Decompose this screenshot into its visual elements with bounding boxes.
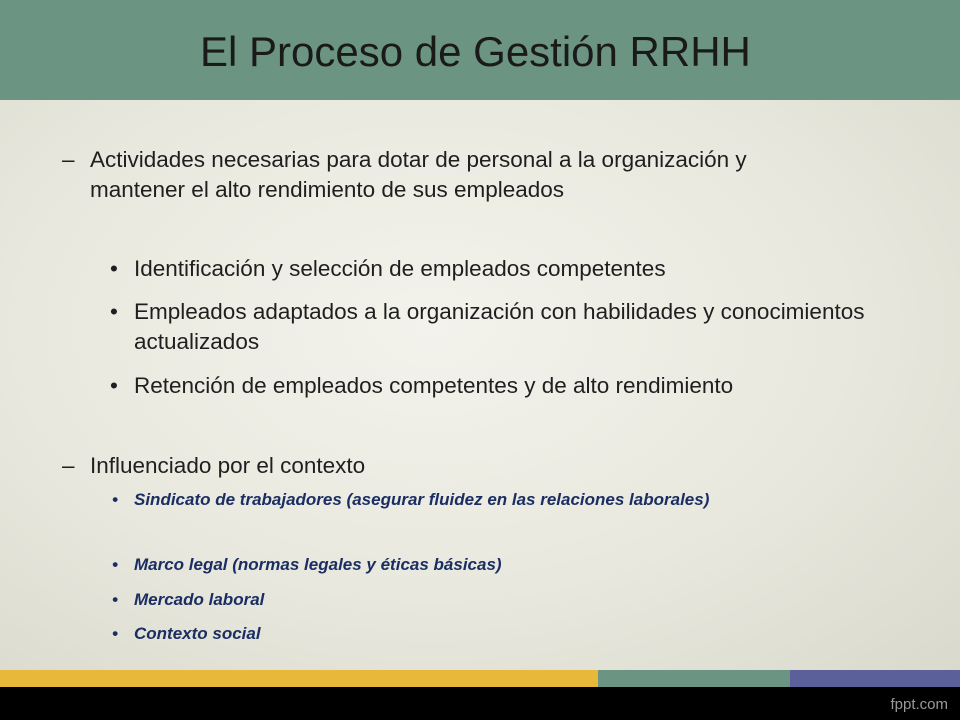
bullet-marker: • — [110, 299, 118, 324]
bullet-marker: • — [112, 490, 118, 509]
list-item-bullet — [110, 254, 894, 284]
stripe-purple — [790, 670, 960, 687]
bullet-marker: • — [112, 624, 118, 643]
list-item-bullet-sub — [112, 553, 854, 577]
bullet-marker: • — [110, 256, 118, 281]
list-item-bullet — [110, 297, 900, 357]
list-item-bullet-sub — [112, 488, 854, 512]
watermark: fppt.com — [890, 696, 948, 713]
dash-marker: – — [62, 147, 75, 172]
bullet-marker: • — [112, 590, 118, 609]
list-item-text: Actividades necesarias para dotar de personal a la organización y mantener el alto rendimiento de sus empleados — [90, 147, 747, 202]
content-area — [0, 100, 960, 670]
dash-marker: – — [62, 453, 75, 478]
slide-title: El Proceso de Gestión RRHH — [200, 28, 751, 75]
list-item-text: Retención de empleados competentes y de alto rendimiento — [134, 373, 734, 398]
decorative-stripes — [0, 670, 960, 687]
list-item-text: Mercado laboral — [134, 590, 265, 609]
list-item-text: Marco legal (normas legales y éticas básicas) — [134, 555, 502, 574]
list-item-dash — [62, 451, 830, 481]
list-item-bullet — [110, 371, 774, 401]
list-item-dash — [62, 145, 830, 205]
list-item-text: Influenciado por el contexto — [90, 453, 366, 478]
stripe-yellow — [0, 670, 598, 687]
stripe-green — [598, 670, 790, 687]
list-item-bullet-sub — [112, 622, 854, 646]
title-bar — [0, 0, 960, 100]
bottom-bar — [0, 687, 960, 720]
bullet-marker: • — [110, 373, 118, 398]
list-item-text: Sindicato de trabajadores (asegurar fluidez en las relaciones laborales) — [134, 490, 710, 509]
bullet-marker: • — [112, 555, 118, 574]
list-item-bullet-sub — [112, 588, 854, 612]
list-item-text: Identificación y selección de empleados competentes — [134, 256, 666, 281]
list-item-text: Contexto social — [134, 624, 261, 643]
list-item-text: Empleados adaptados a la organización con habilidades y conocimientos actualizados — [134, 299, 865, 354]
